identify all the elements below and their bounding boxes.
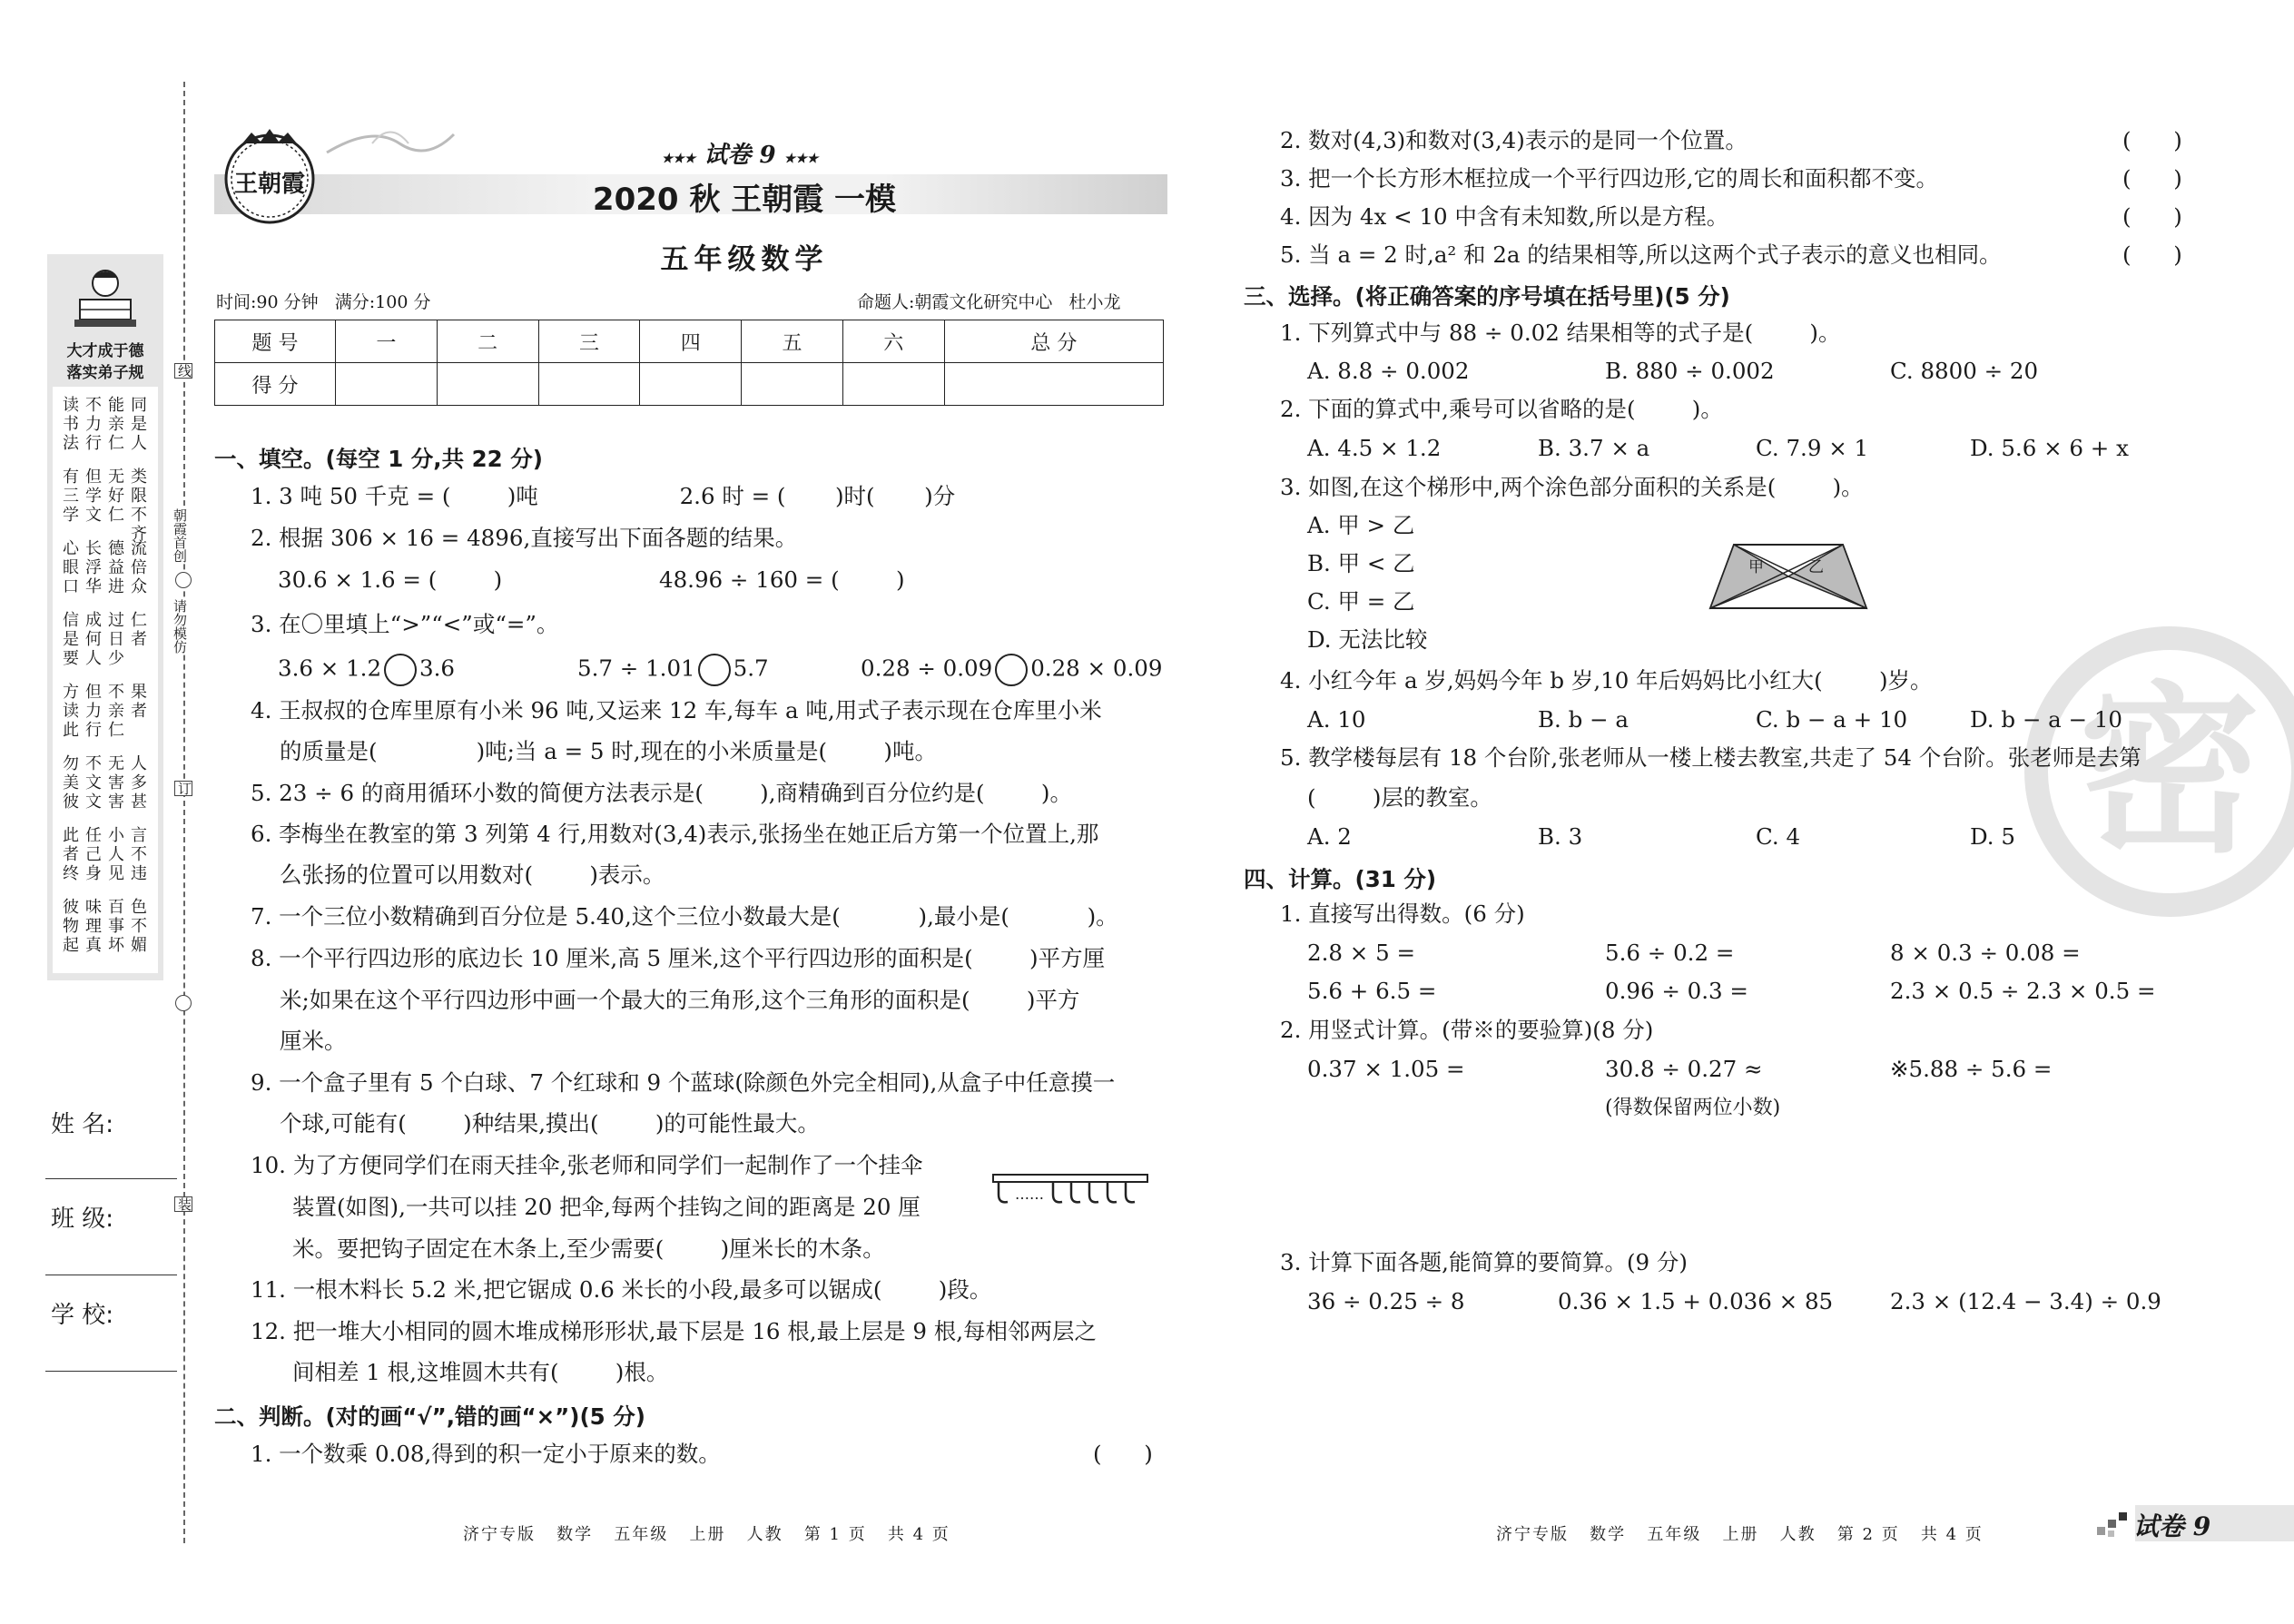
question-11: 11. 一根木料长 5.2 米,把它锯成 0.6 米长的小段,最多可以锯成( )段。 (251, 1276, 992, 1303)
score-header-cell: 一 (336, 320, 438, 363)
sidebar-motto-column: 小人见 (108, 826, 124, 883)
sidebar-motto-bottom: 落实弟子规 (66, 364, 144, 382)
binding-tag-bind: 装 (176, 1197, 192, 1211)
watermark-seal (2024, 626, 2294, 917)
name-field[interactable] (45, 1178, 177, 1179)
sidebar-motto-column: 言不违 (131, 826, 147, 883)
choice-1-option-c[interactable]: C. 8800 ÷ 20 (1890, 358, 2039, 384)
calc-1-item: 5.6 + 6.5 = (1307, 978, 1437, 1004)
question-2b: 48.96 ÷ 160 = ( ) (659, 566, 905, 593)
calc-1: 1. 直接写出得数。(6 分) (1280, 901, 1525, 927)
star-icon: ★★★ (661, 152, 696, 166)
star-icon: ★★★ (783, 152, 819, 166)
sidebar-motto-column: 同是人 (131, 396, 147, 453)
choice-2-option-d[interactable]: D. 5.6 × 6 + x (1970, 435, 2129, 461)
choice-3-option-c[interactable]: C. 甲 = 乙 (1307, 588, 1415, 615)
question-2: 2. 根据 306 × 16 = 4896,直接写出下面各题的结果。 (251, 525, 798, 551)
choice-4-option-c[interactable]: C. b − a + 10 (1756, 706, 1908, 733)
calc-3-item: 36 ÷ 0.25 ÷ 8 (1307, 1288, 1465, 1314)
binding-ring-1 (175, 572, 192, 588)
score-cell[interactable] (842, 363, 944, 406)
sidebar-motto-column: 但力行 (85, 683, 102, 740)
judge-5-answer[interactable]: ( ) (2122, 241, 2182, 268)
choice-1: 1. 下列算式中与 88 ÷ 0.02 结果相等的式子是( )。 (1280, 320, 1841, 346)
score-value-row (215, 363, 1164, 406)
score-cell[interactable] (336, 363, 438, 406)
subject-title: 五年级数学 (660, 243, 829, 276)
binding-tag-notice-1: 朝霞首创 (172, 508, 188, 563)
sidebar-motto-column: 此者终 (63, 826, 79, 883)
exam-title: 2020 秋 王朝霞 一模 (592, 182, 897, 218)
choice-3-option-a[interactable]: A. 甲 > 乙 (1307, 512, 1415, 538)
time-info: 时间:90 分钟 满分:100 分 (216, 292, 431, 312)
judge-2: 2. 数对(4,3)和数对(3,4)表示的是同一个位置。 (1280, 127, 1748, 153)
score-header-cell: 五 (742, 320, 843, 363)
choice-5-option-a[interactable]: A. 2 (1307, 823, 1352, 850)
section-fill-blank: 一、填空。(每空 1 分,共 22 分) (214, 446, 543, 472)
choice-2: 2. 下面的算式中,乘号可以省略的是( )。 (1280, 396, 1723, 422)
score-cell[interactable] (538, 363, 640, 406)
compare-item-1 (278, 654, 455, 686)
question-10-line3: 米。要把钩子固定在木条上,至少需要( )厘米长的木条。 (292, 1235, 885, 1262)
sidebar-motto-column: 过日少 (108, 611, 124, 668)
calc-2: 2. 用竖式计算。(带※的要验算)(8 分) (1280, 1017, 1654, 1043)
score-cell[interactable] (944, 363, 1163, 406)
compare-item-3 (861, 654, 1162, 686)
question-7: 7. 一个三位小数精确到百分位是 5.40,这个三位小数最大是( ),最小是( )。 (251, 903, 1118, 930)
question-8-line1: 8. 一个平行四边形的底边长 10 厘米,高 5 厘米,这个平行四边形的面积是( )平方厘 (251, 945, 1106, 971)
judge-3: 3. 把一个长方形木框拉成一个平行四边形,它的周长和面积都不变。 (1280, 165, 1938, 192)
sidebar-motto-column: 流倍众 (131, 539, 147, 596)
choice-3-option-d[interactable]: D. 无法比较 (1307, 626, 1428, 653)
question-5: 5. 23 ÷ 6 的商用循环小数的简便方法表示是( ),商精确到百分位约是( )。 (251, 780, 1072, 806)
compare-left-3: 0.28 ÷ 0.09 (861, 655, 993, 682)
sidebar-motto-column: 读书法 (63, 396, 79, 453)
sidebar-motto-column: 无好仁 (108, 468, 124, 525)
sidebar-panel (47, 254, 163, 980)
sidebar-motto-column: 但学文 (85, 468, 102, 525)
score-header-cell: 题 号 (215, 320, 336, 363)
school-field[interactable] (45, 1371, 177, 1372)
judge-3-answer[interactable]: ( ) (2122, 165, 2182, 192)
sidebar-motto-column: 方读此 (63, 683, 79, 740)
section-calculate: 四、计算。(31 分) (1244, 866, 1437, 892)
sidebar-motto-column: 人多甚 (131, 754, 147, 812)
section-judge: 二、判断。(对的画“√”,错的画“×”)(5 分) (214, 1403, 645, 1430)
compare-left-2: 5.7 ÷ 1.01 (577, 655, 695, 682)
judge-1-answer[interactable]: ( ) (1093, 1441, 1153, 1467)
sidebar-motto-top: 大才成于德 (66, 342, 144, 360)
score-header-cell: 四 (640, 320, 742, 363)
calc-1-item: 0.96 ÷ 0.3 = (1605, 978, 1748, 1004)
calc-1-item: 5.6 ÷ 0.2 = (1605, 940, 1735, 966)
brand-logo (220, 127, 320, 227)
sidebar-motto-column: 不力行 (85, 396, 102, 453)
hook-ellipsis: …… (1015, 1186, 1044, 1203)
sidebar-motto-column: 信是要 (63, 611, 79, 668)
sidebar-motto-column: 百事坏 (108, 898, 124, 955)
compare-circle[interactable] (384, 654, 417, 686)
sidebar-motto-column: 类限不齐 (131, 468, 147, 544)
choice-4-option-a[interactable]: A. 10 (1307, 706, 1366, 733)
question-4-line2: 的质量是( )吨;当 a = 5 时,现在的小米质量是( )吨。 (280, 738, 937, 764)
corner-squares-icon (2097, 1511, 2128, 1541)
sidebar-motto-column: 长浮华 (85, 539, 102, 596)
choice-5-option-c[interactable]: C. 4 (1756, 823, 1801, 850)
calc-2-item: 30.8 ÷ 0.27 ≈ (1605, 1056, 1763, 1082)
question-9-line2: 个球,可能有( )种结果,摸出( )的可能性最大。 (280, 1110, 820, 1137)
class-label: 班 级: (51, 1206, 114, 1233)
trapezoid-label-a: 甲 (1748, 558, 1764, 576)
ribbon-decoration (318, 116, 463, 174)
question-2a: 30.6 × 1.6 = ( ) (278, 566, 503, 593)
sidebar-motto-column: 色不媚 (131, 898, 147, 955)
choice-2-option-b[interactable]: B. 3.7 × a (1538, 435, 1650, 461)
choice-4-option-b[interactable]: B. b − a (1538, 706, 1629, 733)
compare-right-1: 3.6 (419, 655, 455, 682)
score-table (214, 320, 1164, 406)
calc-3-item: 2.3 × (12.4 − 3.4) ÷ 0.9 (1890, 1288, 2161, 1314)
calc-2-item: ※5.88 ÷ 5.6 = (1890, 1056, 2053, 1082)
choice-4: 4. 小红今年 a 岁,妈妈今年 b 岁,10 年后妈妈比小红大( )岁。 (1280, 667, 1933, 694)
choice-3-option-b[interactable]: B. 甲 < 乙 (1307, 550, 1415, 576)
score-cell[interactable] (437, 363, 538, 406)
choice-5-option-d[interactable]: D. 5 (1970, 823, 2015, 850)
calc-1-item: 2.8 × 5 = (1307, 940, 1415, 966)
judge-1: 1. 一个数乘 0.08,得到的积一定小于原来的数。 (251, 1441, 721, 1467)
judge-4: 4. 因为 4x < 10 中含有未知数,所以是方程。 (1280, 203, 1729, 230)
question-12-line1: 12. 把一堆大小相同的圆木堆成梯形形状,最下层是 16 根,最上层是 9 根,每相邻两层之 (251, 1318, 1098, 1344)
question-6-line2: 么张扬的位置可以用数对( )表示。 (280, 861, 665, 888)
calc-3: 3. 计算下面各题,能简算的要简算。(9 分) (1280, 1249, 1688, 1275)
choice-2-option-a[interactable]: A. 4.5 × 1.2 (1307, 435, 1442, 461)
binding-tag-line: 线 (176, 364, 192, 378)
question-8-line2: 米;如果在这个平行四边形中画一个最大的三角形,这个三角形的面积是( )平方 (280, 987, 1080, 1013)
question-12-line2: 间相差 1 根,这堆圆木共有( )根。 (292, 1359, 669, 1385)
sidebar-motto-column: 德益进 (108, 539, 124, 596)
calc-1-item: 8 × 0.3 ÷ 0.08 = (1890, 940, 2081, 966)
scholar-figure (69, 263, 142, 336)
score-cell[interactable] (640, 363, 742, 406)
sidebar-motto-column: 不文文 (85, 754, 102, 812)
question-9-line1: 9. 一个盒子里有 5 个白球、7 个红球和 9 个蓝球(除颜色外完全相同),从盒子中任意摸一 (251, 1069, 1116, 1096)
sidebar-motto-column: 有三学 (63, 468, 79, 525)
calc-2-note: (得数保留两位小数) (1605, 1097, 1781, 1119)
paper-label-text: 试卷 9 (704, 142, 776, 169)
sidebar-motto-column: 不亲仁 (108, 683, 124, 740)
score-row-label: 得 分 (215, 363, 336, 406)
compare-left-1: 3.6 × 1.2 (278, 655, 382, 682)
compare-right-2: 5.7 (733, 655, 769, 682)
trapezoid-figure (1707, 541, 1870, 614)
sidebar-motto-column: 果者 (131, 683, 147, 721)
footer-page-2: 济宁专版 数学 五年级 上册 人教 第 2 页 共 4 页 (1496, 1525, 1984, 1544)
score-header-row (215, 320, 1164, 363)
question-10-line1: 10. 为了方便同学们在雨天挂伞,张老师和同学们一起制作了一个挂伞 (251, 1152, 923, 1178)
question-1: 1. 3 吨 50 千克 = ( )吨 2.6 时 = ( )时( )分 (251, 483, 956, 509)
choice-5-line1: 5. 教学楼每层有 18 个台阶,张老师从一楼上楼去教室,共走了 54 个台阶。张老师是去第 (1280, 744, 2141, 771)
corner-label: 试卷 9 (2133, 1511, 2211, 1541)
sidebar-motto-column: 彼物起 (63, 898, 79, 955)
sidebar-motto-column: 能亲仁 (108, 396, 124, 453)
umbrella-hook-figure (989, 1171, 1153, 1215)
choice-4-option-d[interactable]: D. b − a − 10 (1970, 706, 2123, 733)
compare-item-2 (577, 654, 769, 686)
choice-1-option-a[interactable]: A. 8.8 ÷ 0.002 (1307, 358, 1470, 384)
sidebar-motto-column: 成何人 (85, 611, 102, 668)
choice-5-line2: ( )层的教室。 (1307, 784, 1492, 811)
name-label: 姓 名: (51, 1111, 114, 1138)
school-label: 学 校: (51, 1302, 114, 1329)
score-header-cell: 总 分 (944, 320, 1163, 363)
trapezoid-label-b: 乙 (1808, 558, 1824, 576)
footer-page-1: 济宁专版 数学 五年级 上册 人教 第 1 页 共 4 页 (463, 1525, 950, 1544)
score-header-cell: 三 (538, 320, 640, 363)
calc-1-item: 2.3 × 0.5 ÷ 2.3 × 0.5 = (1890, 978, 2156, 1004)
binding-dashed-line (183, 82, 185, 1543)
sidebar-motto-column: 仁者 (131, 611, 147, 649)
question-4-line1: 4. 王叔叔的仓库里原有小米 96 吨,又运来 12 车,每车 a 吨,用式子表示现在仓库里小米 (251, 697, 1102, 723)
compare-circle[interactable] (995, 654, 1028, 686)
question-10-line2: 装置(如图),一共可以挂 20 把伞,每两个挂钩之间的距离是 20 厘 (292, 1194, 921, 1220)
judge-2-answer[interactable]: ( ) (2122, 127, 2182, 153)
score-cell[interactable] (742, 363, 843, 406)
score-header-cell: 二 (437, 320, 538, 363)
paper-label (635, 136, 844, 170)
sidebar-motto-column: 心眼口 (63, 539, 79, 596)
choice-5-option-b[interactable]: B. 3 (1538, 823, 1583, 850)
question-8-line3: 厘米。 (280, 1028, 347, 1054)
logo-text: 王朝霞 (233, 171, 305, 198)
sidebar-motto-column: 无害害 (108, 754, 124, 812)
binding-ring-2 (175, 995, 192, 1011)
choice-1-option-b[interactable]: B. 880 ÷ 0.002 (1605, 358, 1775, 384)
calc-2-item: 0.37 × 1.05 = (1307, 1056, 1465, 1082)
choice-2-option-c[interactable]: C. 7.9 × 1 (1756, 435, 1869, 461)
judge-4-answer[interactable]: ( ) (2122, 203, 2182, 230)
question-3: 3. 在〇里填上“>”“<”或“=”。 (251, 611, 559, 637)
choice-3: 3. 如图,在这个梯形中,两个涂色部分面积的关系是( )。 (1280, 474, 1864, 500)
binding-tag-notice-2: 请勿模仿 (172, 599, 188, 654)
judge-5: 5. 当 a = 2 时,a² 和 2a 的结果相等,所以这两个式子表示的意义也相同。 (1280, 241, 2002, 268)
score-header-cell: 六 (842, 320, 944, 363)
sidebar-motto-column: 勿美彼 (63, 754, 79, 812)
sidebar-motto-column: 味理真 (85, 898, 102, 955)
author-info: 命题人:朝霞文化研究中心 杜小龙 (857, 292, 1121, 312)
compare-right-3: 0.28 × 0.09 (1030, 655, 1163, 682)
question-6-line1: 6. 李梅坐在教室的第 3 列第 4 行,用数对(3,4)表示,张扬坐在她正后方第一个位置上,那 (251, 821, 1099, 847)
binding-tag-order: 订 (176, 782, 192, 795)
sidebar-motto-column: 任己身 (85, 826, 102, 883)
calc-3-item: 0.36 × 1.5 + 0.036 × 85 (1558, 1288, 1834, 1314)
compare-circle[interactable] (698, 654, 731, 686)
section-choice: 三、选择。(将正确答案的序号填在括号里)(5 分) (1244, 283, 1730, 310)
sidebar-columns-area (53, 387, 158, 973)
watermark-text: 密 (2078, 666, 2260, 878)
